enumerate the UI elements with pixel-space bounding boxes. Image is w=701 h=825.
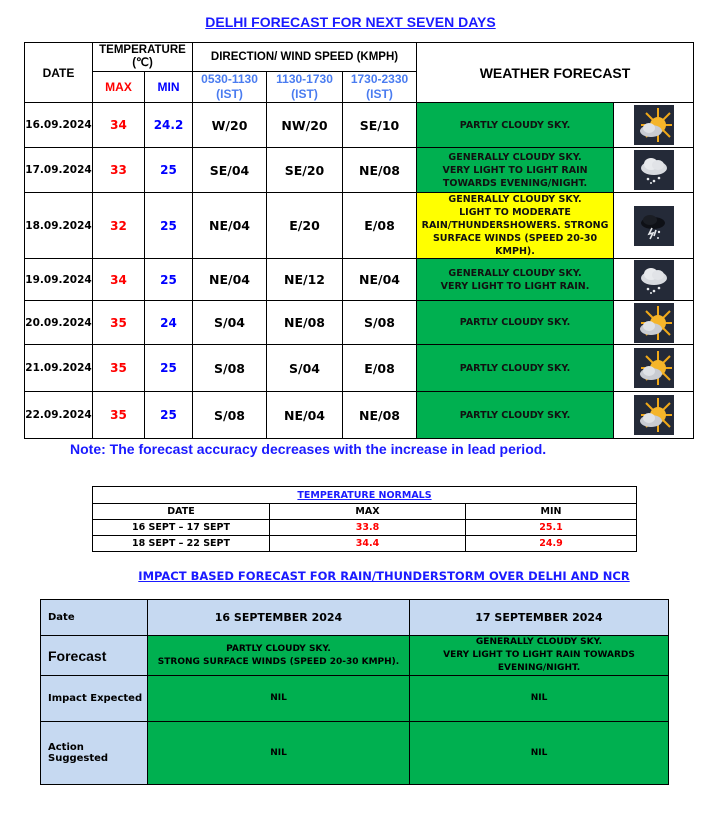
normals-max: 34.4 — [270, 536, 466, 552]
impact-label-action: Action Suggested — [41, 722, 148, 785]
impact-expected-day1: NIL — [148, 676, 410, 722]
normals-min: 24.9 — [466, 536, 637, 552]
row-forecast-text: GENERALLY CLOUDY SKY. VERY LIGHT TO LIGHT RAIN. — [417, 259, 614, 301]
row-wind-slot-3: S/08 — [343, 301, 417, 345]
thunderstorm-icon — [634, 206, 674, 246]
header-max: MAX — [93, 72, 145, 103]
impact-date-day2: 17 SEPTEMBER 2024 — [410, 600, 669, 636]
row-wind-slot-2: E/20 — [267, 193, 343, 259]
impact-forecast-day1: PARTLY CLOUDY SKY. STRONG SURFACE WINDS (SPEED 20-30 KMPH). — [148, 636, 410, 676]
row-wind-slot-1: S/04 — [193, 301, 267, 345]
row-min-temp: 25 — [145, 148, 193, 193]
row-wind-slot-3: E/08 — [343, 345, 417, 392]
normals-header-max: MAX — [270, 504, 466, 520]
impact-label-impact: Impact Expected — [41, 676, 148, 722]
impact-forecast-table — [40, 599, 669, 785]
header-wind: DIRECTION/ WIND SPEED (KMPH) — [193, 43, 417, 72]
row-wind-slot-2: S/04 — [267, 345, 343, 392]
forecast-row — [25, 392, 694, 439]
row-min-temp: 24.2 — [145, 103, 193, 148]
row-weather-icon-cell — [614, 103, 694, 148]
header-date: DATE — [25, 43, 93, 103]
forecast-row — [25, 148, 694, 193]
row-wind-slot-1: S/08 — [193, 392, 267, 439]
row-date: 16.09.2024 — [25, 103, 93, 148]
row-wind-slot-1: NE/04 — [193, 193, 267, 259]
row-weather-icon-cell — [614, 301, 694, 345]
row-date: 21.09.2024 — [25, 345, 93, 392]
row-wind-slot-2: NE/12 — [267, 259, 343, 301]
impact-forecast-title: IMPACT BASED FORECAST FOR RAIN/THUNDERSTORM OVER DELHI AND NCR — [138, 569, 630, 583]
row-date: 20.09.2024 — [25, 301, 93, 345]
partly-cloudy-icon — [634, 348, 674, 388]
header-slot-3: 1730-2330 (IST) — [343, 72, 417, 103]
partly-cloudy-icon — [634, 105, 674, 145]
row-forecast-text: PARTLY CLOUDY SKY. — [417, 392, 614, 439]
row-forecast-text: PARTLY CLOUDY SKY. — [417, 345, 614, 392]
forecast-row — [25, 301, 694, 345]
forecast-row — [25, 103, 694, 148]
impact-date-day1: 16 SEPTEMBER 2024 — [148, 600, 410, 636]
row-weather-icon-cell — [614, 148, 694, 193]
action-suggested-day1: NIL — [148, 722, 410, 785]
row-weather-icon-cell — [614, 392, 694, 439]
row-max-temp: 35 — [93, 301, 145, 345]
normals-max: 33.8 — [270, 520, 466, 536]
forecast-accuracy-note: Note: The forecast accuracy decreases with the increase in lead period. — [70, 441, 547, 457]
normals-date: 18 SEPT – 22 SEPT — [93, 536, 270, 552]
row-wind-slot-2: NE/08 — [267, 301, 343, 345]
row-wind-slot-3: NE/04 — [343, 259, 417, 301]
forecast-row — [25, 345, 694, 392]
row-forecast-text: GENERALLY CLOUDY SKY. LIGHT TO MODERATE RAIN/THUNDERSHOWERS. STRONG SURFACE WINDS (SPEED 20-30 KMPH). — [417, 193, 614, 259]
row-weather-icon-cell — [614, 193, 694, 259]
row-max-temp: 34 — [93, 259, 145, 301]
row-forecast-text: PARTLY CLOUDY SKY. — [417, 301, 614, 345]
row-min-temp: 25 — [145, 345, 193, 392]
impact-label-date: Date — [41, 600, 148, 636]
row-max-temp: 35 — [93, 345, 145, 392]
row-min-temp: 25 — [145, 193, 193, 259]
row-wind-slot-2: SE/20 — [267, 148, 343, 193]
row-wind-slot-1: W/20 — [193, 103, 267, 148]
row-wind-slot-3: E/08 — [343, 193, 417, 259]
header-weather-forecast: WEATHER FORECAST — [417, 43, 694, 103]
normals-header-date: DATE — [93, 504, 270, 520]
header-slot-2: 1130-1730 (IST) — [267, 72, 343, 103]
forecast-row — [25, 259, 694, 301]
row-min-temp: 24 — [145, 301, 193, 345]
row-forecast-text: PARTLY CLOUDY SKY. — [417, 103, 614, 148]
header-slot-1: 0530-1130 (IST) — [193, 72, 267, 103]
temperature-normals-table — [92, 486, 637, 552]
row-forecast-text: GENERALLY CLOUDY SKY. VERY LIGHT TO LIGHT RAIN TOWARDS EVENING/NIGHT. — [417, 148, 614, 193]
row-weather-icon-cell — [614, 345, 694, 392]
row-min-temp: 25 — [145, 259, 193, 301]
impact-forecast-day2: GENERALLY CLOUDY SKY. VERY LIGHT TO LIGHT RAIN TOWARDS EVENING/NIGHT. — [410, 636, 669, 676]
row-date: 18.09.2024 — [25, 193, 93, 259]
seven-day-forecast-table — [24, 42, 694, 439]
row-max-temp: 34 — [93, 103, 145, 148]
row-wind-slot-3: NE/08 — [343, 148, 417, 193]
row-wind-slot-1: S/08 — [193, 345, 267, 392]
impact-label-forecast: Forecast — [41, 636, 148, 676]
row-min-temp: 25 — [145, 392, 193, 439]
row-weather-icon-cell — [614, 259, 694, 301]
row-date: 22.09.2024 — [25, 392, 93, 439]
row-max-temp: 32 — [93, 193, 145, 259]
header-temperature: TEMPERATURE (℃) — [93, 43, 193, 72]
row-wind-slot-1: NE/04 — [193, 259, 267, 301]
row-wind-slot-1: SE/04 — [193, 148, 267, 193]
normals-title: TEMPERATURE NORMALS — [93, 487, 637, 504]
row-date: 17.09.2024 — [25, 148, 93, 193]
light-rain-icon — [634, 260, 674, 300]
normals-row — [93, 520, 637, 536]
normals-header-min: MIN — [466, 504, 637, 520]
row-wind-slot-2: NE/04 — [267, 392, 343, 439]
light-rain-icon — [634, 150, 674, 190]
page-title: DELHI FORECAST FOR NEXT SEVEN DAYS — [205, 14, 496, 30]
partly-cloudy-icon — [634, 395, 674, 435]
normals-date: 16 SEPT – 17 SEPT — [93, 520, 270, 536]
row-max-temp: 33 — [93, 148, 145, 193]
row-max-temp: 35 — [93, 392, 145, 439]
partly-cloudy-icon — [634, 303, 674, 343]
row-wind-slot-2: NW/20 — [267, 103, 343, 148]
row-wind-slot-3: NE/08 — [343, 392, 417, 439]
normals-min: 25.1 — [466, 520, 637, 536]
row-wind-slot-3: SE/10 — [343, 103, 417, 148]
impact-expected-day2: NIL — [410, 676, 669, 722]
action-suggested-day2: NIL — [410, 722, 669, 785]
header-min: MIN — [145, 72, 193, 103]
normals-row — [93, 536, 637, 552]
row-date: 19.09.2024 — [25, 259, 93, 301]
forecast-row — [25, 193, 694, 259]
